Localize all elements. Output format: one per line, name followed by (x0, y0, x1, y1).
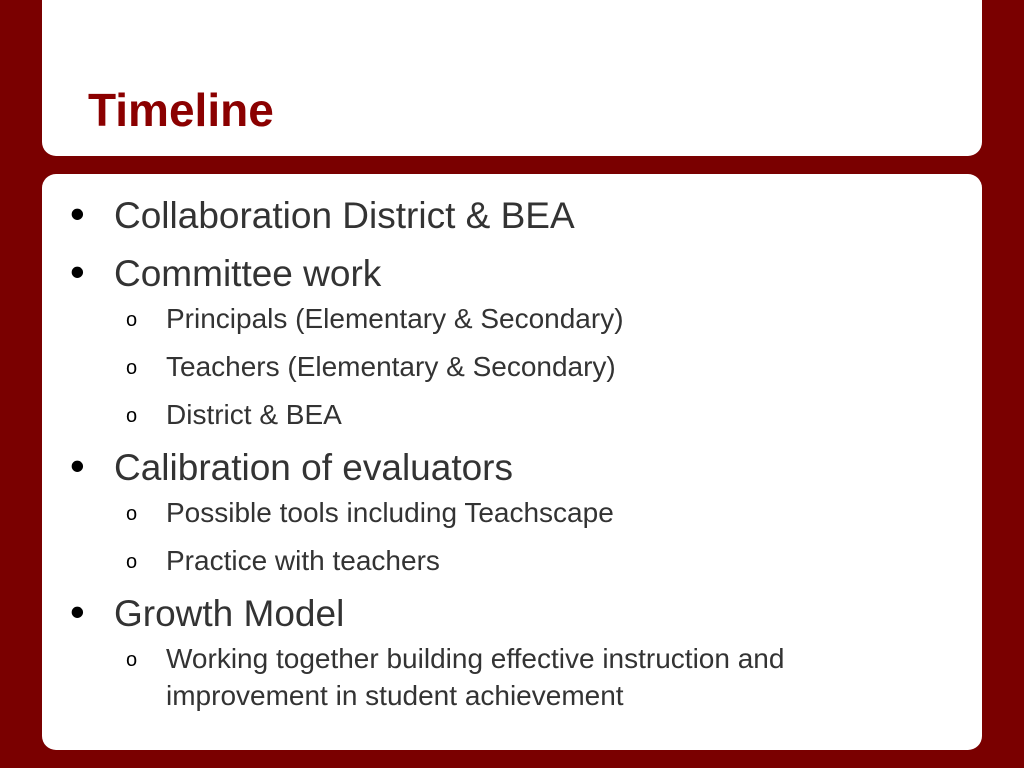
sub-bullet-item (94, 494, 982, 531)
sub-bullet-list (114, 300, 982, 433)
bullet-item (42, 444, 982, 579)
bullet-item (42, 250, 982, 433)
sub-bullet-text: District & BEA (166, 399, 342, 430)
sub-bullet-text: Teachers (Elementary & Secondary) (166, 351, 616, 382)
sub-bullet-text: Practice with teachers (166, 545, 440, 576)
sub-bullet-marker: o (126, 405, 138, 427)
sub-bullet-marker: o (126, 503, 138, 525)
bullet-marker: • (70, 248, 85, 295)
bullet-text: Calibration of evaluators (114, 447, 513, 488)
sub-bullet-item (94, 640, 982, 714)
bullet-item (42, 590, 982, 714)
sub-bullet-item (94, 348, 982, 385)
slide-title: Timeline (88, 84, 274, 136)
bullet-item (42, 192, 982, 240)
sub-bullet-marker: o (126, 357, 138, 379)
sub-bullet-marker: o (126, 309, 138, 331)
sub-bullet-text: Possible tools including Teachscape (166, 497, 614, 528)
bullet-marker: • (70, 588, 85, 635)
sub-bullet-marker: o (126, 649, 138, 671)
title-panel (42, 0, 982, 156)
bullet-list (42, 192, 982, 725)
bullet-marker: • (70, 442, 85, 489)
sub-bullet-list (114, 640, 982, 714)
sub-bullet-list (114, 494, 982, 579)
content-panel (42, 174, 982, 750)
bullet-text: Growth Model (114, 593, 345, 634)
bullet-text: Collaboration District & BEA (114, 195, 575, 236)
sub-bullet-item (94, 300, 982, 337)
sub-bullet-marker: o (126, 551, 138, 573)
sub-bullet-item (94, 396, 982, 433)
sub-bullet-item (94, 542, 982, 579)
sub-bullet-text: Working together building effective instruction and improvement in student achievement (166, 643, 785, 711)
bullet-marker: • (70, 190, 85, 237)
sub-bullet-text: Principals (Elementary & Secondary) (166, 303, 624, 334)
bullet-text: Committee work (114, 253, 382, 294)
